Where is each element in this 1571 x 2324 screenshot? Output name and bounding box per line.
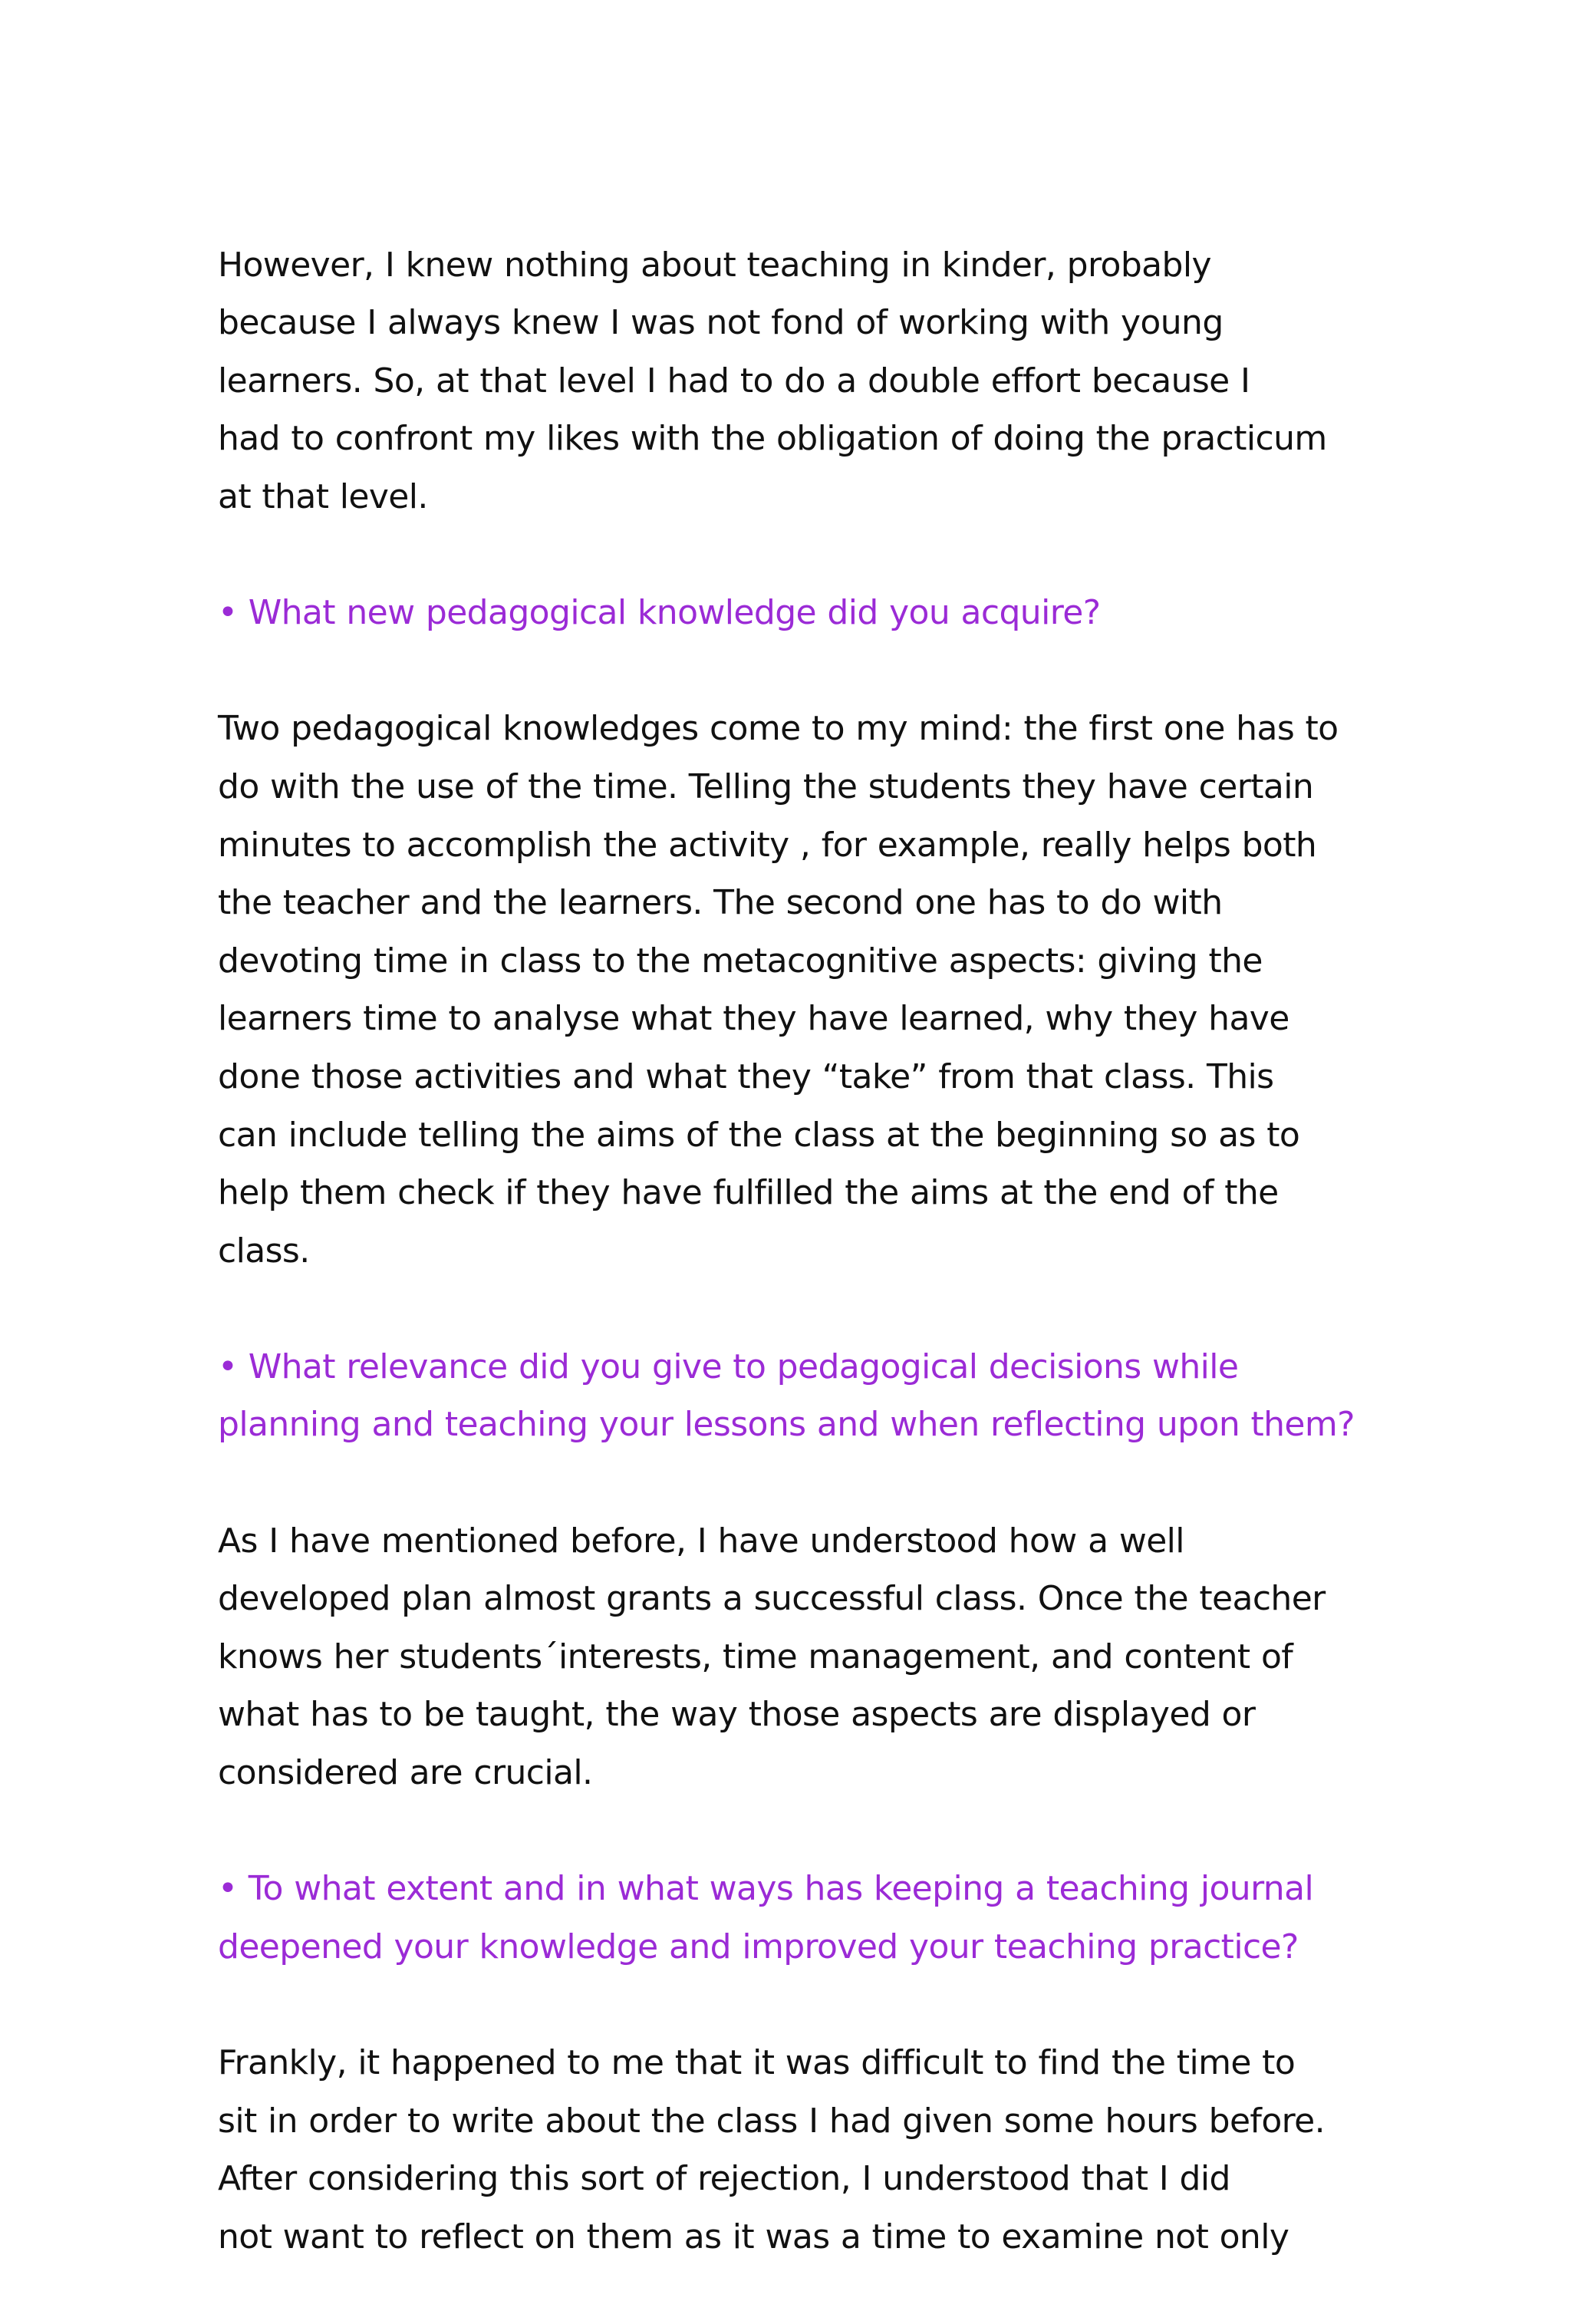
- question-teaching-journal: • To what extent and in what ways has keeping a teaching journal deepened your knowledge and improved your teaching practice?: [218, 1869, 1314, 1966]
- answer-pedagogical-decisions: As I have mentioned before, I have understood how a well developed plan almost grants a successful class. Once the teacher knows her students´interests, time management, and content of what has to be taught, the way those aspects are displayed or considered are crucial.: [218, 1521, 1326, 1793]
- intro-paragraph: However, I knew nothing about teaching in kinder, probably because I always knew I was not fond of working with young learners. So, at that level I had to do a double effort because I had to confront my likes with the obligation of doing the practicum at that level.: [218, 245, 1327, 516]
- question-pedagogical-decisions: • What relevance did you give to pedagogical decisions while planning and teaching your lessons and when reflecting upon them?: [218, 1347, 1355, 1445]
- document-text: [218, 178, 1384, 2324]
- question-new-pedagogical-knowledge: • What new pedagogical knowledge did you acquire?: [218, 593, 1101, 633]
- answer-new-pedagogical-knowledge: Two pedagogical knowledges come to my mind: the first one has to do with the use of the time. Telling the students they have certain minutes to accomplish the activity , for example, really helps both the teacher and the learners. The second one has to do with devoting time in class to the metacognitive aspects: giving the learners time to analyse what they have learned, why they have done those activities and what they “take” from that class. This can include telling the aims of the class at the beginning so as to help them check if they have fulfilled the aims at the end of the class.: [218, 709, 1339, 1271]
- answer-teaching-journal: Frankly, it happened to me that it was difficult to find the time to sit in order to write about the class I had given some hours before. After considering this sort of rejection, I understood that I did not want to reflect on them as it was a time to examine not only: [218, 2043, 1326, 2256]
